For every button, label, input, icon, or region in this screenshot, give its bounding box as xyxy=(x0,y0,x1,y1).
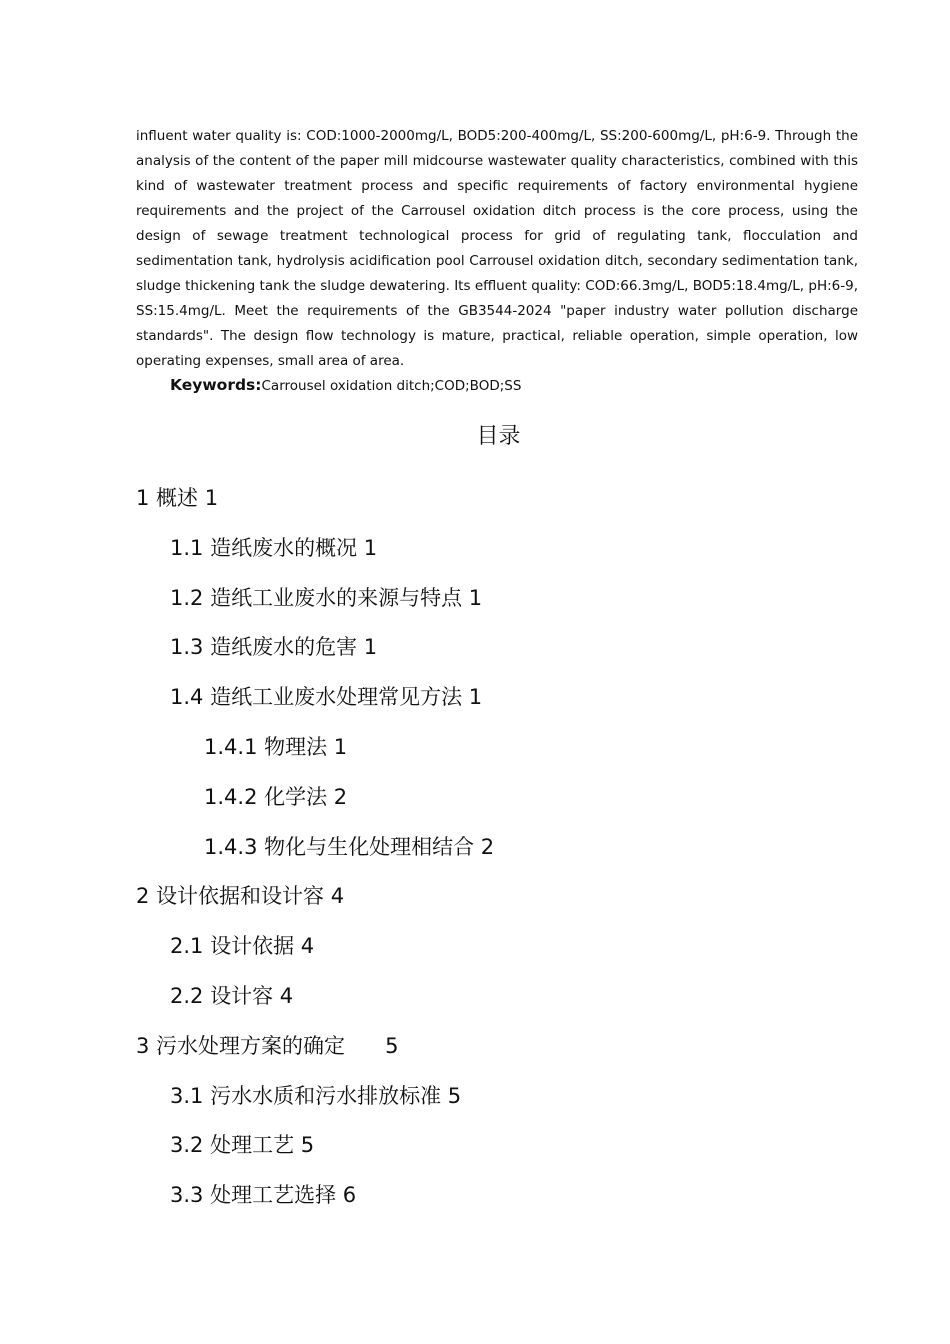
toc-entry-3-1[interactable]: 3.1 污水水质和污水排放标准 5 xyxy=(170,1083,462,1108)
toc-entry-2-1[interactable]: 2.1 设计依据 4 xyxy=(170,934,315,959)
toc-entry-2-2[interactable]: 2.2 设计容 4 xyxy=(170,983,294,1008)
toc-entry-1-4-3[interactable]: 1.4.3 物化与生化处理相结合 2 xyxy=(204,834,495,859)
toc-entry-1-1[interactable]: 1.1 造纸废水的概况 1 xyxy=(170,535,378,560)
toc-entry-2[interactable]: 2 设计依据和设计容 4 xyxy=(136,884,345,909)
toc-entry-3[interactable]: 3 污水处理方案的确定 5 xyxy=(136,1033,399,1058)
toc-entry-1-4-2[interactable]: 1.4.2 化学法 2 xyxy=(204,784,348,809)
toc-entry-1-3[interactable]: 1.3 造纸废水的危害 1 xyxy=(170,635,378,660)
toc-entry-1-4[interactable]: 1.4 造纸工业废水处理常见方法 1 xyxy=(170,685,483,710)
keywords-value: Carrousel oxidation ditch;COD;BOD;SS xyxy=(261,378,522,394)
abstract-paragraph: influent water quality is: COD:1000-2000mg/L, BOD5:200-400mg/L, SS:200-600mg/L, pH:6-9. Through the analysis of the content of the paper mill midcourse wastewater quality characteristics, combined with this kind of wastewater treatment process and specific requirements of factory environmental hygiene requirements and the project of the Carrousel oxidation ditch process is the core process, using the design of sewage treatment technological process for grid of regulating tank, flocculation and sedimentation tank, hydrolysis acidification pool Carrousel oxidation ditch, secondary sedimentation tank, sludge thickening tank the sludge dewatering. Its effluent quality: COD:66.3mg/L, BOD5:18.4mg/L, pH:6-9, SS:15.4mg/L. Meet the requirements of the GB3544-2024 "paper industry water pollution discharge standards". The design flow technology is mature, practical, reliable operation, simple operation, low operating expenses, small area of area. xyxy=(136,128,858,369)
keywords-label: Keywords: xyxy=(170,376,262,394)
toc-title: 目录 xyxy=(476,424,521,449)
toc-entry-1[interactable]: 1 概述 1 xyxy=(136,486,219,510)
table-of-contents xyxy=(0,474,950,1221)
keywords-line xyxy=(170,373,521,399)
toc-entry-3-2[interactable]: 3.2 处理工艺 5 xyxy=(170,1133,315,1158)
toc-entry-3-3[interactable]: 3.3 处理工艺选择 6 xyxy=(170,1183,357,1208)
toc-entry-1-4-1[interactable]: 1.4.1 物理法 1 xyxy=(204,734,348,759)
toc-entry-1-2[interactable]: 1.2 造纸工业废水的来源与特点 1 xyxy=(170,585,483,610)
